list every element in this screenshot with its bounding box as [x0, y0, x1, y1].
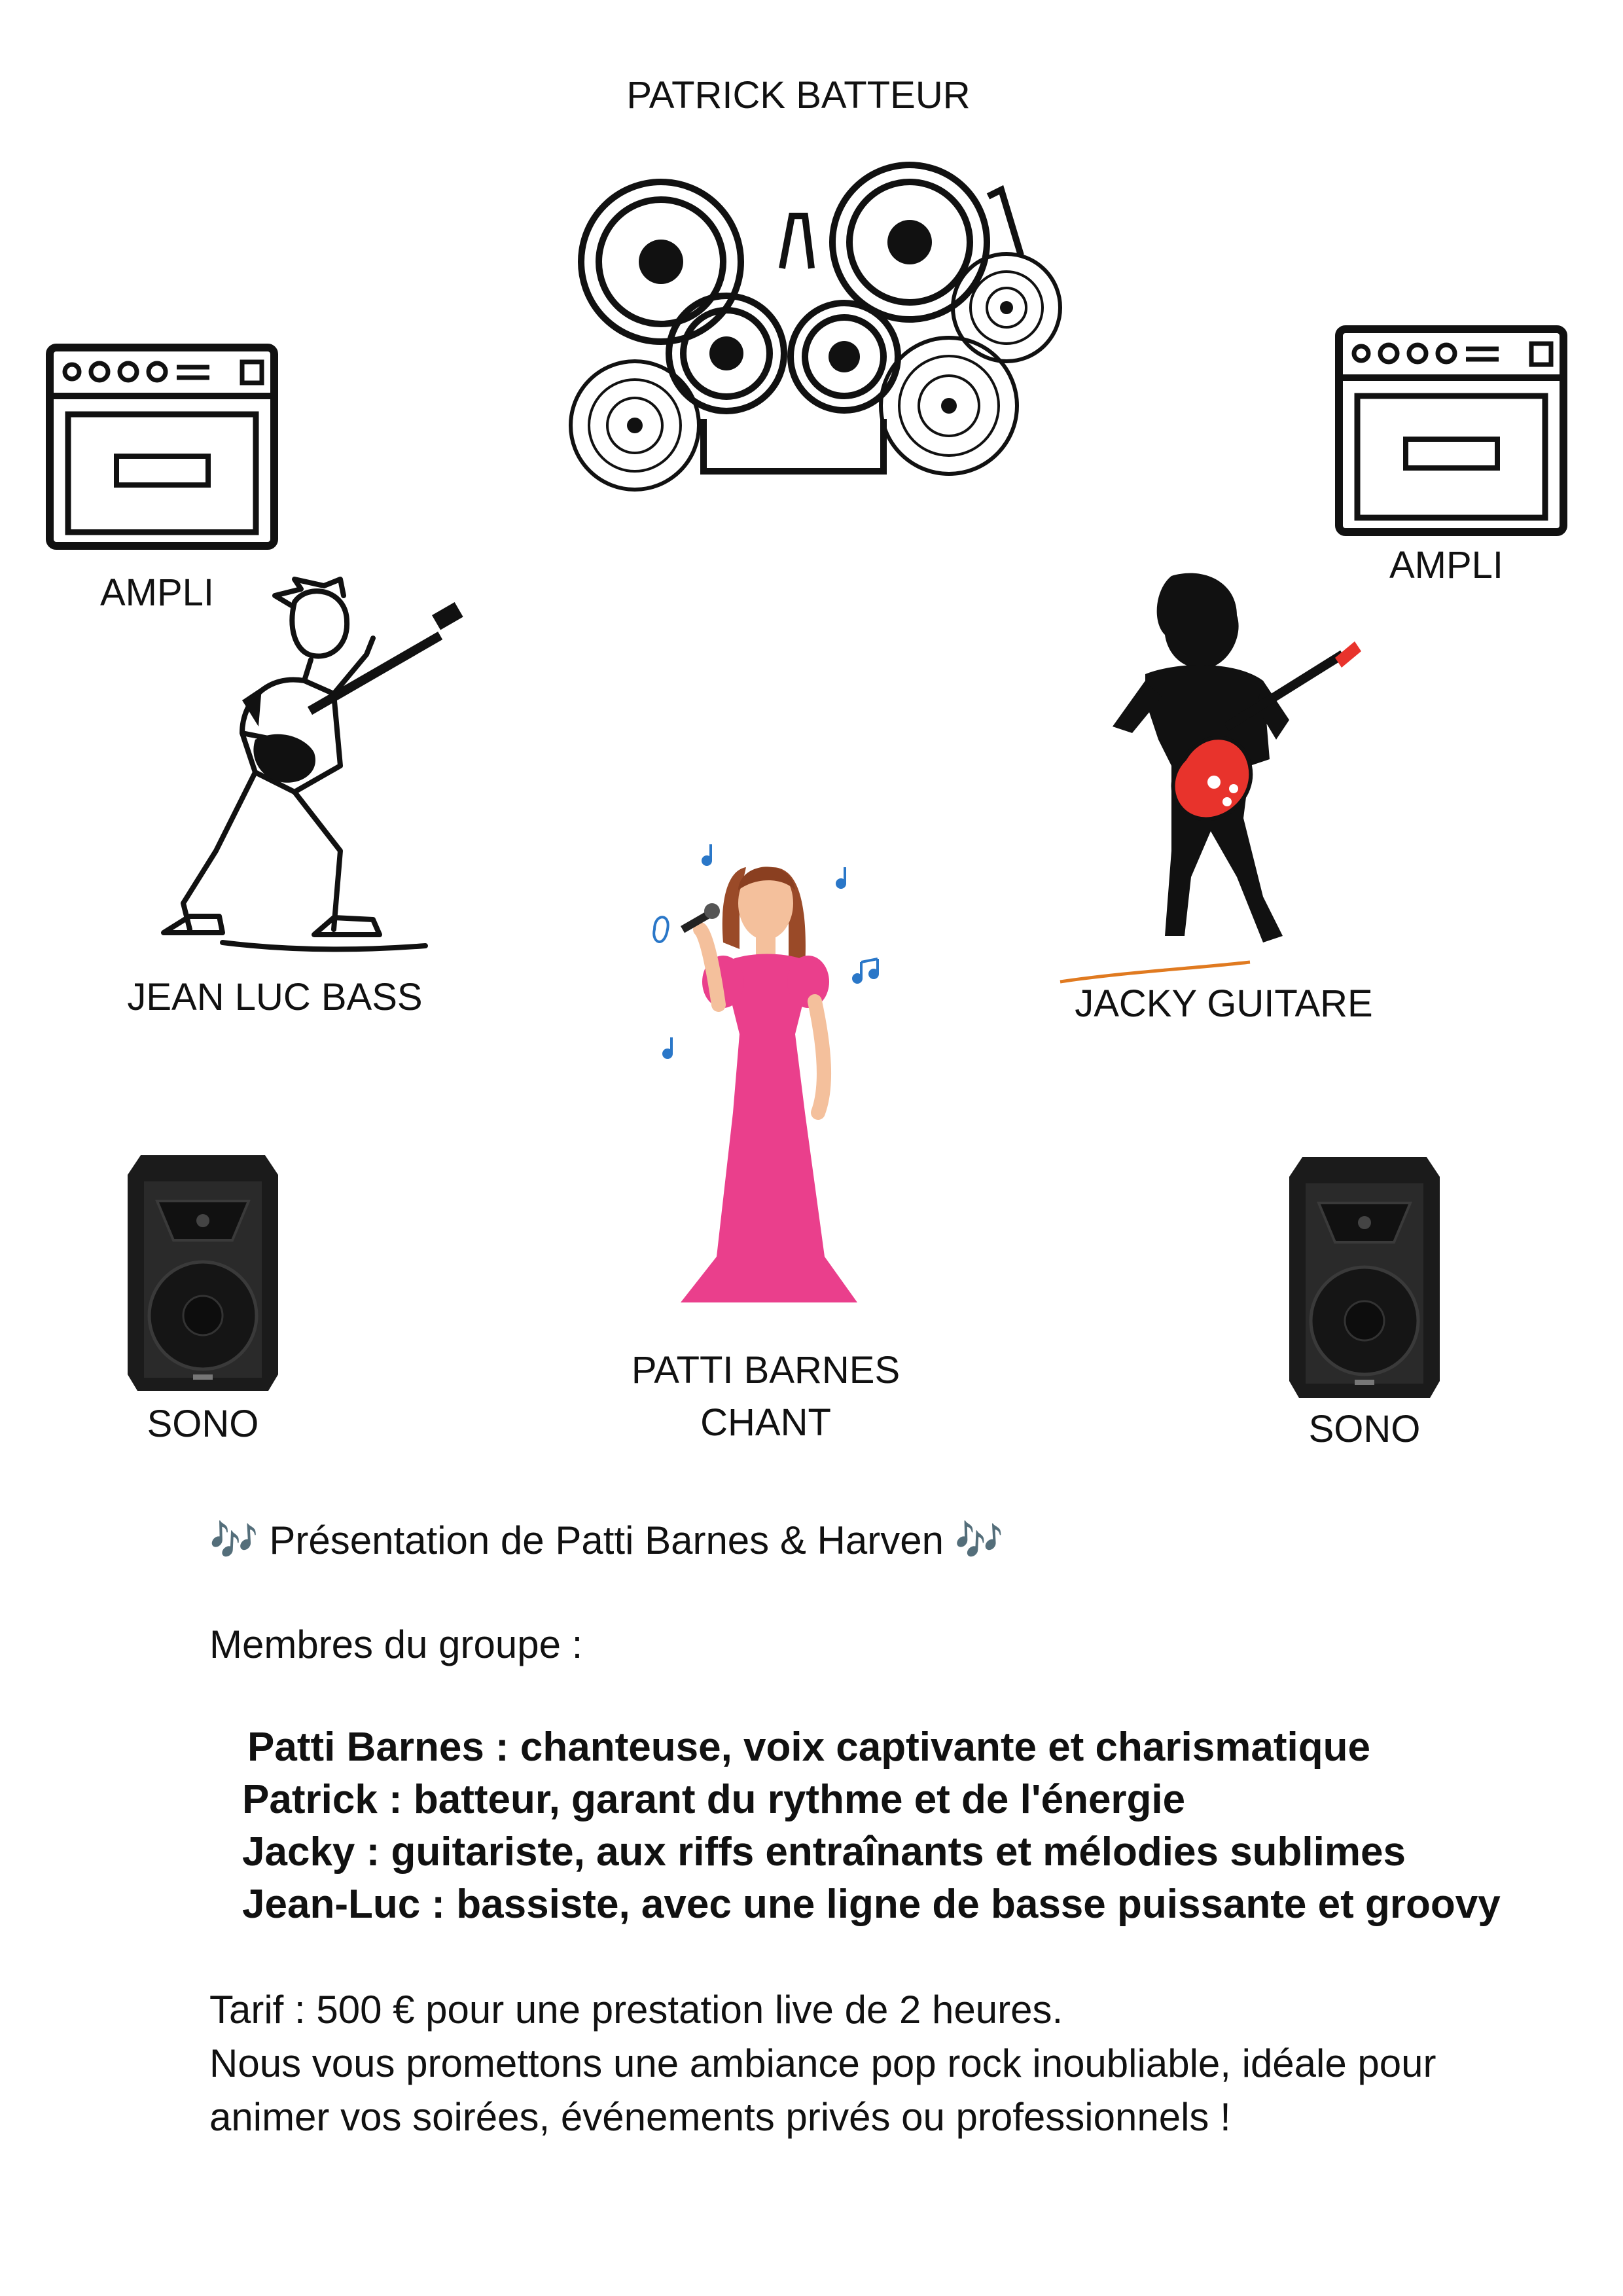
- amp-right-icon: [1335, 325, 1567, 536]
- singer-icon: [641, 838, 877, 1322]
- sono-right-label: SONO: [1308, 1408, 1421, 1450]
- members-heading: Membres du groupe :: [209, 1623, 583, 1666]
- bass-label: JEAN LUC BASS: [127, 976, 423, 1018]
- amp-right-label: AMPLI: [1389, 544, 1504, 586]
- member-jacky: Jacky : guitariste, aux riffs entraînants et mélodies sublimes: [242, 1829, 1406, 1874]
- guitar-player-icon: [1047, 569, 1387, 988]
- speaker-left-icon: [128, 1155, 278, 1394]
- speaker-right-icon: [1289, 1157, 1440, 1401]
- drummer-label: PATRICK BATTEUR: [626, 74, 971, 117]
- tarif-block: [209, 1983, 1436, 2144]
- promise-line-2: animer vos soirées, événements privés ou professionnels !: [209, 2095, 1231, 2139]
- members-list: [242, 1721, 1501, 1931]
- singer-label-line2: CHANT: [700, 1401, 831, 1444]
- drum-kit-icon: [569, 170, 1080, 497]
- guitar-label: JACKY GUITARE: [1075, 982, 1373, 1025]
- member-patrick: Patrick : batteur, garant du rythme et de l'énergie: [242, 1777, 1186, 1822]
- promise-line-1: Nous vous promettons une ambiance pop rock inoubliable, idéale pour: [209, 2041, 1436, 2085]
- sono-left-label: SONO: [147, 1403, 259, 1445]
- amp-left-label: AMPLI: [99, 571, 215, 614]
- member-patti: Patti Barnes : chanteuse, voix captivante et charismatique: [247, 1725, 1370, 1770]
- tarif-line: Tarif : 500 € pour une prestation live de 2 heures.: [209, 1988, 1063, 2032]
- singer-label-line1: PATTI BARNES: [631, 1349, 901, 1391]
- amp-left-icon: [46, 344, 278, 550]
- presentation-title: 🎶 Présentation de Patti Barnes & Harven 🎶: [209, 1518, 1004, 1562]
- member-jean-luc: Jean-Luc : bassiste, avec une ligne de basse puissante et groovy: [242, 1882, 1501, 1927]
- bass-player-icon: [144, 576, 484, 969]
